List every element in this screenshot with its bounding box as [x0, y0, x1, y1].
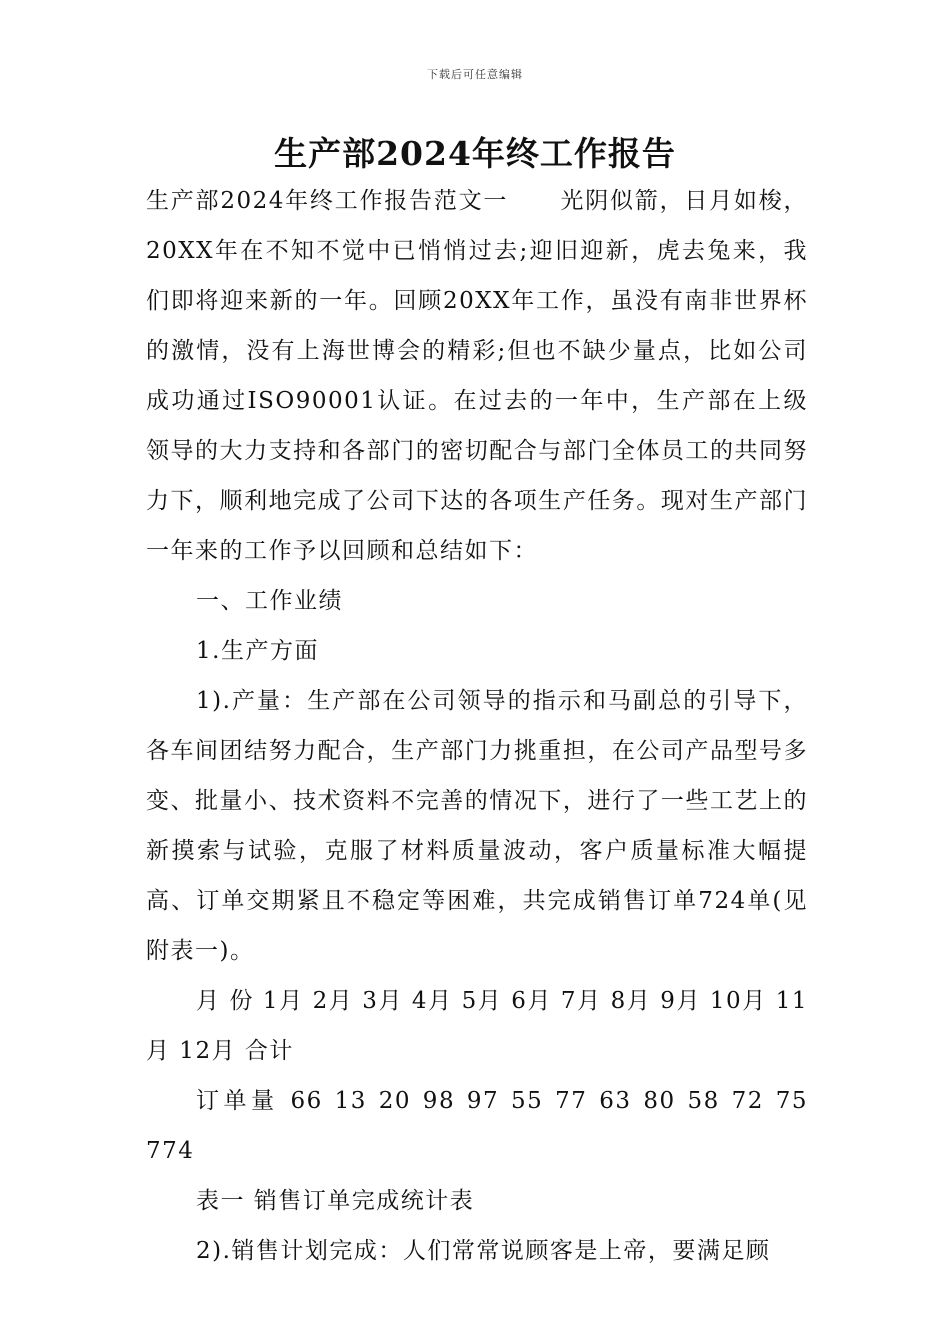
table-value-row: 订单量 66 13 20 98 97 55 77 63 80 58 72 75 774 [146, 1088, 808, 1164]
intro-paragraph [146, 176, 808, 576]
subsection-heading-production: 1.生产方面 [196, 638, 319, 664]
output-paragraph: 1).产量：生产部在公司领导的指示和马副总的引导下，各车间团结努力配合，生产部门力挑重担，在公司产品型号多变、批量小、技术资料不完善的情况下，进行了一些工艺上的新摸索与试验，克服了材料质量波动，客户质量标准大幅提高、订单交期紧且不稳定等困难，共完成销售订单724单(见附表一)。 [146, 688, 808, 964]
intro-label: 生产部2024年终工作报告范文一 [146, 188, 509, 214]
intro-text: 光阴似箭，日月如梭，20XX年在不知不觉中已悄悄过去;迎旧迎新，虎去兔来，我们即将迎来新的一年。回顾20XX年工作，虽没有南非世界杯的激情，没有上海世博会的精彩;但也不缺少量点，比如公司成功通过ISO90001认证。在过去的一年中，生产部在上级领导的大力支持和各部门的密切配合与部门全体员工的共同努力下，顺利地完成了公司下达的各项生产任务。现对生产部门一年来的工作予以回顾和总结如下： [146, 188, 808, 564]
table-caption: 表一 销售订单完成统计表 [196, 1188, 475, 1214]
section-heading-work-results: 一、工作业绩 [196, 588, 343, 614]
header-note: 下载后可任意编辑 [427, 68, 523, 81]
sales-plan-paragraph: 2).销售计划完成：人们常常说顾客是上帝，要满足顾 [196, 1238, 771, 1264]
table-header-row: 月 份 1月 2月 3月 4月 5月 6月 7月 8月 9月 10月 11月 12月 合计 [146, 988, 808, 1064]
document-title: 生产部2024年终工作报告 [274, 134, 676, 173]
document-body [146, 176, 808, 1276]
